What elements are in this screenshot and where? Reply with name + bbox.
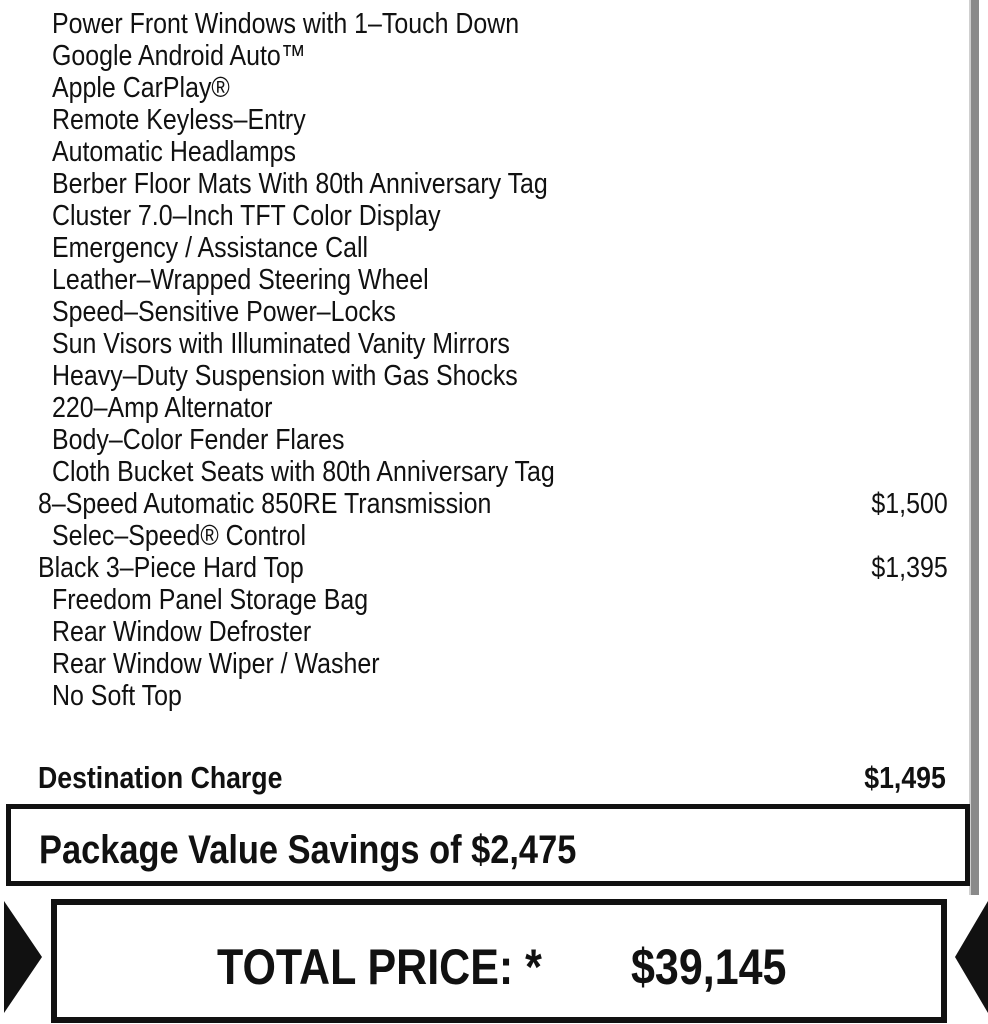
feature-line [0, 488, 960, 520]
total-price-value: $39,145 [631, 939, 787, 995]
feature-line [0, 360, 960, 392]
feature-line [0, 328, 960, 360]
feature-line [0, 552, 960, 584]
feature-line [0, 264, 960, 296]
feature-line [0, 456, 960, 488]
feature-text: Rear Window Defroster [52, 616, 312, 648]
feature-line [0, 232, 960, 264]
feature-text: Remote Keyless–Entry [52, 104, 306, 136]
feature-text: Cloth Bucket Seats with 80th Anniversary Tag [52, 456, 555, 488]
feature-text: Apple CarPlay® [52, 72, 230, 104]
feature-line [0, 40, 960, 72]
feature-line [0, 104, 960, 136]
feature-text: Selec–Speed® Control [52, 520, 307, 552]
feature-line [0, 648, 960, 680]
destination-charge-value: $1,495 [864, 760, 946, 795]
feature-text: Leather–Wrapped Steering Wheel [52, 264, 429, 296]
feature-line [0, 200, 960, 232]
feature-price: $1,395 [871, 552, 948, 584]
feature-line [0, 424, 960, 456]
feature-text: Emergency / Assistance Call [52, 232, 369, 264]
feature-line [0, 168, 960, 200]
left-pointer-icon [4, 901, 42, 1013]
feature-text: Automatic Headlamps [52, 136, 296, 168]
feature-line [0, 8, 960, 40]
feature-line [0, 72, 960, 104]
feature-text: Rear Window Wiper / Washer [52, 648, 380, 680]
feature-price: $1,500 [871, 488, 948, 520]
feature-text: Black 3–Piece Hard Top [38, 552, 304, 584]
feature-line [0, 296, 960, 328]
destination-charge-row [38, 760, 946, 796]
feature-line [0, 616, 960, 648]
feature-text: Google Android Auto™ [52, 40, 306, 72]
feature-text: Speed–Sensitive Power–Locks [52, 296, 396, 328]
feature-line [0, 392, 960, 424]
feature-line [0, 680, 960, 712]
feature-text: Heavy–Duty Suspension with Gas Shocks [52, 360, 518, 392]
package-savings-text: Package Value Savings of $2,475 [39, 828, 577, 872]
feature-text: Berber Floor Mats With 80th Anniversary Tag [52, 168, 548, 200]
total-price-box [51, 899, 947, 1023]
feature-line [0, 136, 960, 168]
feature-text: 8–Speed Automatic 850RE Transmission [38, 488, 492, 520]
feature-text: Power Front Windows with 1–Touch Down [52, 8, 520, 40]
feature-text: 220–Amp Alternator [52, 392, 273, 424]
feature-line [0, 520, 960, 552]
feature-text: Sun Visors with Illuminated Vanity Mirrors [52, 328, 510, 360]
total-price-label: TOTAL PRICE: * [217, 939, 542, 995]
destination-charge-label: Destination Charge [38, 760, 283, 795]
package-savings-box [6, 804, 970, 886]
feature-text: Cluster 7.0–Inch TFT Color Display [52, 200, 441, 232]
feature-text: Body–Color Fender Flares [52, 424, 345, 456]
feature-text: No Soft Top [52, 680, 182, 712]
feature-text: Freedom Panel Storage Bag [52, 584, 369, 616]
feature-line [0, 584, 960, 616]
feature-list [0, 8, 960, 712]
right-pointer-icon [955, 901, 988, 1013]
right-margin-rule [971, 0, 979, 895]
